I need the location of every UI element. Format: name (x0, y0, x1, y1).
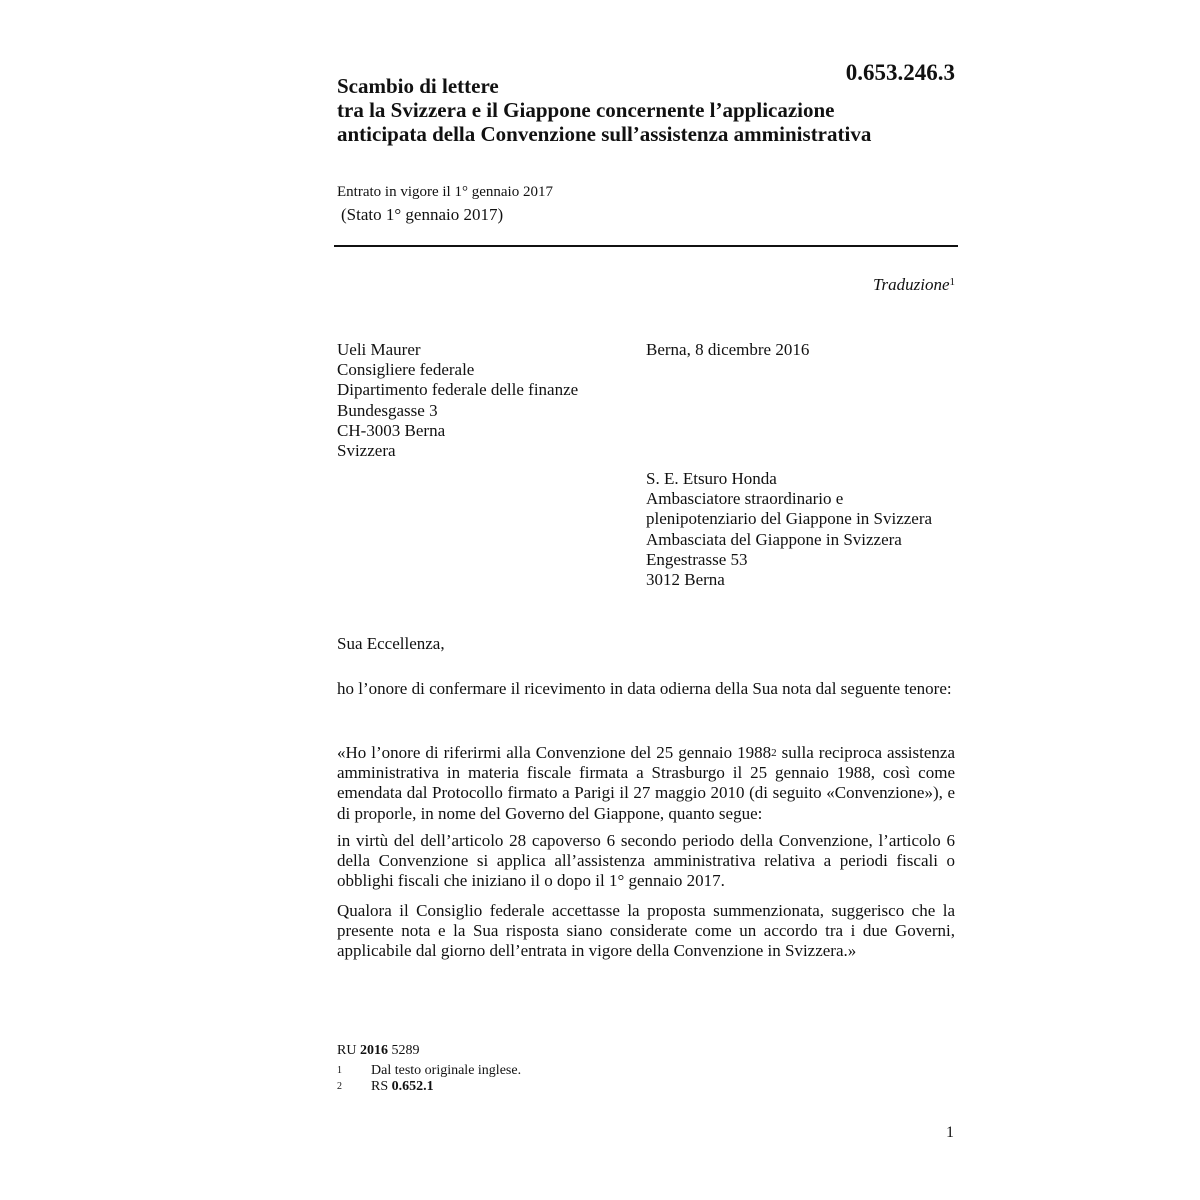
paragraph-convention (337, 743, 955, 824)
status-date: (Stato 1° gennaio 2017) (341, 205, 504, 224)
ru-prefix: RU (337, 1043, 360, 1058)
salutation: Sua Eccellenza, (337, 634, 445, 653)
title-line: Scambio di lettere (337, 74, 499, 98)
recipient-line: Engestrasse 53 (646, 549, 748, 569)
sender-line: Consigliere federale (337, 360, 475, 380)
footnote-1 (337, 1063, 521, 1079)
recipient-line: plenipotenziario del Giappone in Svizzera (646, 509, 933, 529)
footnote-number: 1 (337, 1065, 342, 1076)
paragraph-confirmation: ho l’onore di confermare il ricevimento in data odierna della Sua nota dal seguente tenore: (337, 679, 952, 698)
sr-number: 0.653.246.3 (845, 60, 955, 85)
footnote-2 (337, 1079, 434, 1095)
recipient-line: S. E. Etsuro Honda (646, 469, 777, 488)
footnote-ref-1[interactable]: 1 (949, 276, 955, 288)
translation-label: Traduzione (872, 275, 950, 294)
paragraph-text: «Ho l’onore di riferirmi alla Convenzione del 25 gennaio 1988 (337, 743, 772, 762)
paragraph-text: sulla reciproca assistenza amministrativa in materia fiscale firmata a Strasburgo il 25 gennaio 1988, così come emendata dal Protocollo firmato a Parigi il 27 maggio 2010 (di seguito «Convenzione»), e di proporle, in nome del Governo del Giappone, quanto segue: (337, 743, 955, 823)
sender-line: CH-3003 Berna (337, 420, 446, 440)
sender-line: Ueli Maurer (337, 340, 421, 359)
footnote-text: RS (371, 1079, 392, 1094)
document-title (337, 74, 967, 146)
ru-year: 2016 (359, 1043, 388, 1058)
translation-note (700, 275, 955, 295)
sender-line: Dipartimento federale delle finanze (337, 380, 579, 400)
header-divider (334, 245, 958, 247)
title-line: tra la Svizzera e il Giappone concernente l’applicazione (337, 98, 835, 122)
footnote-text: Dal testo originale inglese. (371, 1063, 522, 1078)
place-date: Berna, 8 dicembre 2016 (646, 340, 810, 359)
recipient-line: Ambasciata del Giappone in Svizzera (646, 529, 902, 549)
entry-into-force: Entrato in vigore il 1° gennaio 2017 (337, 184, 553, 200)
sender-line: Bundesgasse 3 (337, 400, 438, 420)
ru-reference (337, 1043, 419, 1059)
sender-address (337, 340, 578, 461)
footnote-ref-2[interactable]: 2 (771, 747, 777, 759)
footnote-sr-link[interactable]: 0.652.1 (391, 1079, 434, 1094)
footnote-number: 2 (337, 1081, 342, 1092)
title-line: anticipata della Convenzione sull’assistenza amministrativa (337, 122, 872, 146)
ru-page: 5289 (387, 1043, 420, 1058)
paragraph-article: in virtù del dell’articolo 28 capoverso 6 secondo periodo della Convenzione, l’articolo 6 della Convenzione si applica all’assistenza amministrativa relativa a periodi fiscali o obblighi fiscali che iniziano il o dopo il 1° gennaio 2017. (337, 831, 955, 891)
recipient-line: Ambasciatore straordinario e (646, 489, 844, 509)
recipient-address (646, 469, 932, 590)
page-number: 1 (946, 1124, 954, 1141)
recipient-line: 3012 Berna (646, 570, 725, 590)
paragraph-proposal: Qualora il Consiglio federale accettasse la proposta summenzionata, suggerisco che la presente nota e la Sua risposta siano considerate come un accordo tra i due Governi, applicabile dal giorno dell’entrata in vigore della Convenzione in Svizzera.» (337, 901, 955, 961)
sender-line: Svizzera (337, 441, 396, 461)
